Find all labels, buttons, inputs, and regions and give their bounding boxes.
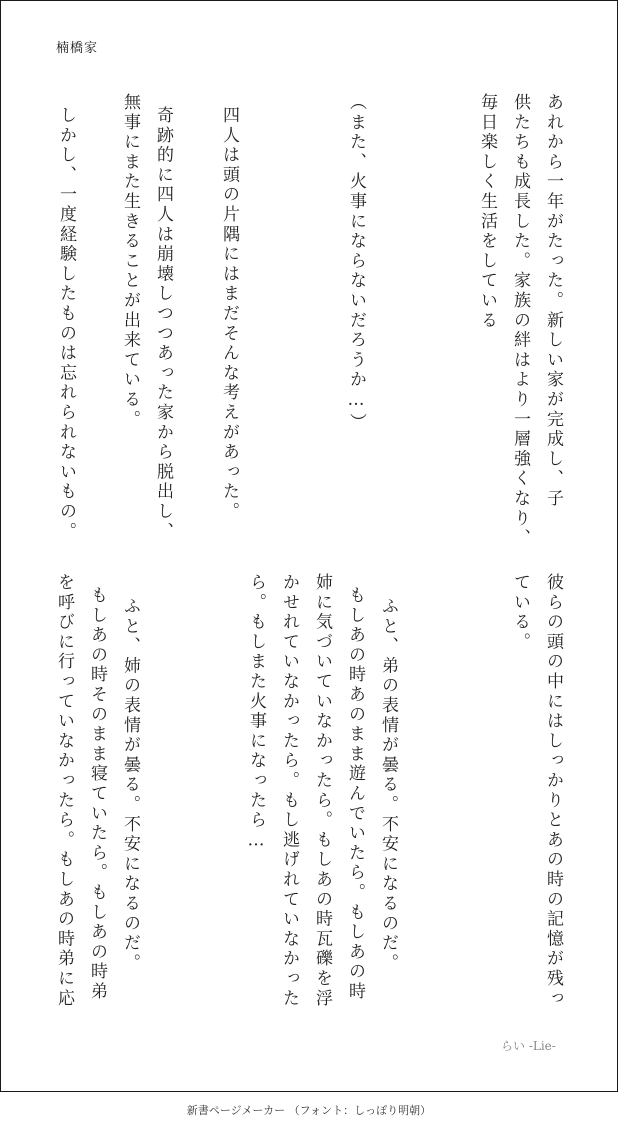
text-column: （また、火事にならないだろうか…） (346, 93, 366, 433)
text-column: 供たちも成長した。家族の絆はより一層強くなり、 (510, 93, 530, 549)
text-column: 毎日楽しく生活をしている (477, 93, 497, 331)
text-column: ら。もしまた火事になったら… (246, 573, 266, 854)
text-column: を呼びに行っていなかったら。もしあの時弟に応 (54, 573, 74, 1009)
text-column: 奇跡的に四人は崩壊しつつあった家から脱出し、 (153, 106, 173, 542)
text-column: 四人は頭の片隅にはまだそんな考えがあった。 (219, 106, 239, 522)
text-column: もしあの時そのまま寝ていたら。もしあの時弟 (87, 586, 107, 1002)
text-column: 彼らの頭の中にはしっかりとあの時の記憶が残っ (543, 573, 563, 1009)
text-column: 無事にまた生きることが出来ている。 (120, 93, 140, 430)
text-column: もしあの時あのまま遊んでいたら。もしあの時 (345, 586, 365, 1002)
text-column: かせれていなかったら。もし逃げれていなかった (279, 573, 299, 1009)
text-column: しかし、一度経験したものは忘れられないもの。 (56, 106, 76, 542)
text-column: ている。 (510, 573, 530, 653)
text-column: ふと、姉の表情が曇る。不安になるのだ。 (120, 597, 140, 974)
text-column: あれから一年がたった。新しい家が完成し、子 (543, 93, 563, 509)
text-column: ふと、弟の表情が曇る。不安になるのだ。 (378, 597, 398, 974)
footer-caption: 新書ページメーカー （フォント：しっぽり明朝） (186, 1104, 432, 1117)
author-credit: らい -Lie- (501, 1039, 556, 1053)
header-label: 楠橋家 (56, 41, 99, 56)
text-column: 姉に気づいていなかったら。もしあの時瓦礫を浮 (312, 573, 332, 1009)
